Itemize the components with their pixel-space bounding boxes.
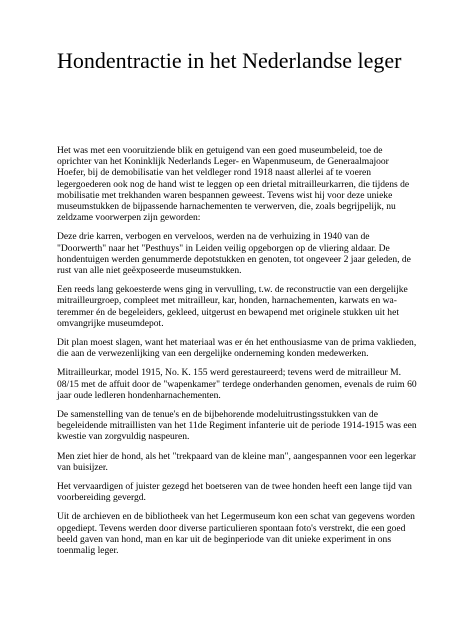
- paragraph-line: opgediept. Tevens werden door diverse particulieren spontaan foto's verstrekt, die een goed: [57, 522, 406, 534]
- paragraph-line: mitrailleurgroep, compleet met mitrailleur, kar, honden, harnachementen, karwats en wa-: [57, 295, 397, 307]
- paragraph-line: teremmer én de begeleiders, gekleed, uitgerust en bewapend met originele stukken uit het: [57, 306, 399, 318]
- paragraph-line: zeldzame voorwerpen zijn geworden:: [57, 212, 201, 224]
- paragraph: [57, 409, 417, 443]
- page-title: Hondentractie in het Nederlandse leger: [57, 48, 402, 73]
- body-text: [57, 145, 417, 564]
- paragraph: [57, 231, 411, 277]
- paragraph: [57, 481, 412, 504]
- paragraph-line: Deze drie karren, verbogen en verveloos, werden na de verhuizing in 1940 van de: [57, 231, 370, 243]
- paragraph: [57, 367, 417, 401]
- paragraph: [57, 511, 415, 557]
- paragraph-line: begeleidende mitraillisten van het 11de Regiment infanterie uit de periode 1914-1915 was een: [57, 420, 417, 432]
- paragraph: [57, 145, 410, 224]
- paragraph-line: Het vervaardigen of juister gezegd het boetseren van de twee honden heeft een lange tijd van: [57, 481, 412, 493]
- paragraph-line: De samenstelling van de tenue's en de bijbehorende modeluitrustingsstukken van de: [57, 409, 378, 421]
- paragraph-line: "Doorwerth" naar het "Pesthuys" in Leiden veilig opgeborgen op de vliering aldaar. De: [57, 242, 390, 254]
- paragraph-line: legergoederen ook nog de hand wist te leggen op een drietal mitrailleurkarren, die tijdens de: [57, 178, 410, 190]
- paragraph-line: rust van alle niet geëxposeerde museumstukken.: [57, 265, 242, 277]
- paragraph-line: die aan de verwezenlijking van een dergelijke onderneming konden medewerken.: [57, 348, 369, 360]
- paragraph-line: jaar oude ledleren hondenharnachementen.: [57, 389, 221, 401]
- paragraph-line: 08/15 met de affuit door de "wapenkamer" terdege onderhanden genomen, evenals de ruim 60: [57, 378, 417, 390]
- paragraph: [57, 284, 407, 329]
- paragraph-line: Hoefer, bij de demobilisatie van het veldleger rond 1918 naast allerlei af te voeren: [57, 167, 372, 179]
- paragraph-line: kwestie van zorgvuldig naspeuren.: [57, 431, 190, 443]
- paragraph-line: hondentuigen werden genummerde depotstukken en genoten, tot ongeveer 2 jaar geleden, de: [57, 253, 411, 265]
- paragraph-line: toenmalig leger.: [57, 545, 119, 557]
- paragraph-line: Men ziet hier de hond, als het "trekpaard van de kleine man", aangespannen voor een legerkar: [57, 450, 417, 462]
- paragraph-line: Dit plan moest slagen, want het materiaal was er én het enthousiasme van de prima vaklieden,: [57, 337, 417, 349]
- paragraph: [57, 337, 417, 360]
- paragraph-line: voorbereiding gevergd.: [57, 492, 146, 504]
- paragraph-line: Een reeds lang gekoesterde wens ging in vervulling, t.w. de reconstructie van een dergelijke: [57, 284, 408, 296]
- paragraph-line: oprichter van het Koninklijk Nederlands Leger- en Wapenmuseum, de Generaalmajoor: [57, 156, 389, 168]
- paragraph-line: museumstukken de bijpassende harnachementen te verwerven, die, zoals begrijpelijk, nu: [57, 201, 396, 213]
- paragraph-line: omvangrijke museumdepot.: [57, 317, 164, 329]
- paragraph-line: Mitrailleurkar, model 1915, No. K. 155 werd gerestaureerd; tevens werd de mitrailleur M.: [57, 367, 401, 379]
- paragraph-line: Uit de archieven en de bibliotheek van het Legermuseum kon een schat van gegevens worden: [57, 511, 415, 523]
- paragraph-line: beeld gaven van hond, man en kar uit de beginperiode van dit unieke experiment in ons: [57, 533, 392, 545]
- paragraph-line: van buisijzer.: [57, 461, 108, 473]
- paragraph: [57, 450, 417, 473]
- paragraph-line: mobilisatie met trekhanden waren bespannen geweest. Tevens wist hij voor deze unieke: [57, 189, 393, 201]
- paragraph-line: Het was met een vooruitziende blik en getuigend van een goed museumbeleid, toe de: [57, 145, 383, 156]
